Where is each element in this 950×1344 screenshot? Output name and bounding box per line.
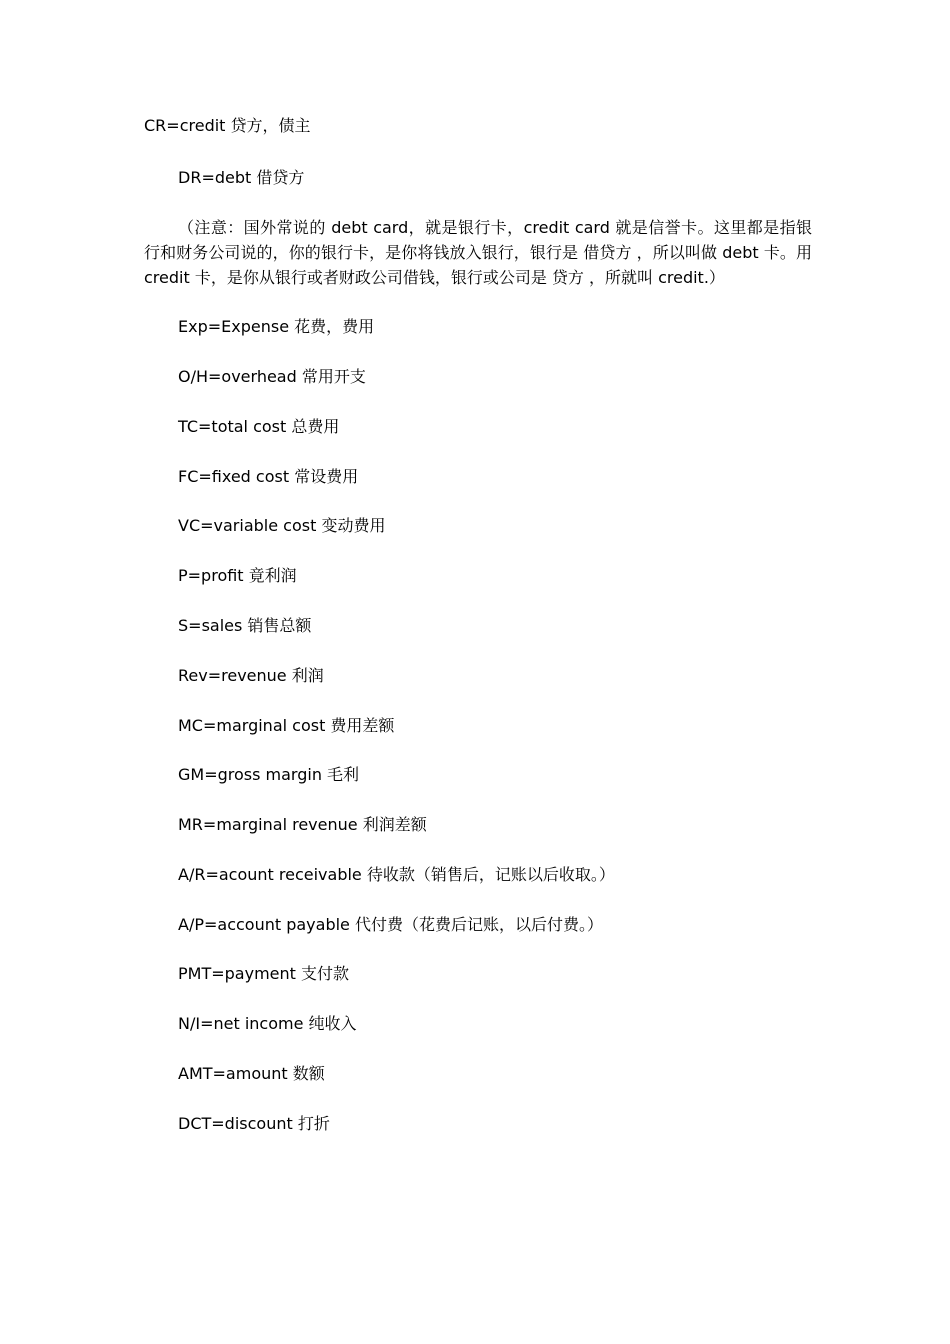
term-tc: TC=total cost 总费用	[178, 417, 340, 436]
term-exp: Exp=Expense 花费，费用	[178, 317, 375, 336]
term-cr: CR=credit 贷方，债主	[144, 116, 311, 135]
term-oh: O/H=overhead 常用开支	[178, 367, 366, 386]
term-p: P=profit 竟利润	[178, 566, 297, 585]
term-amt: AMT=amount 数额	[178, 1064, 325, 1083]
term-rev: Rev=revenue 利润	[178, 666, 324, 685]
note-paragraph: （注意：国外常说的 debt card，就是银行卡，credit card 就是信誉卡。这里都是指银行和财务公司说的，你的银行卡，是你将钱放入银行，银行是 借贷方 ，所以叫做 debt 卡。用 credit 卡，是你从银行或者财政公司借钱，银行或公司是 贷方 ，所就叫 credit.）	[144, 218, 812, 287]
term-dct: DCT=discount 打折	[178, 1114, 330, 1133]
term-vc: VC=variable cost 变动费用	[178, 516, 386, 535]
term-ap: A/P=account payable 代付费（花费后记账，以后付费。）	[178, 915, 603, 934]
term-ni: N/I=net income 纯收入	[178, 1014, 357, 1033]
term-fc: FC=fixed cost 常设费用	[178, 467, 359, 486]
term-dr: DR=debt 借贷方	[178, 168, 305, 187]
term-mc: MC=marginal cost 费用差额	[178, 716, 395, 735]
term-mr: MR=marginal revenue 利润差额	[178, 815, 427, 834]
term-pmt: PMT=payment 支付款	[178, 964, 349, 983]
term-s: S=sales 销售总额	[178, 616, 312, 635]
term-ar: A/R=acount receivable 待收款（销售后，记账以后收取。）	[178, 865, 615, 884]
term-gm: GM=gross margin 毛利	[178, 765, 360, 784]
